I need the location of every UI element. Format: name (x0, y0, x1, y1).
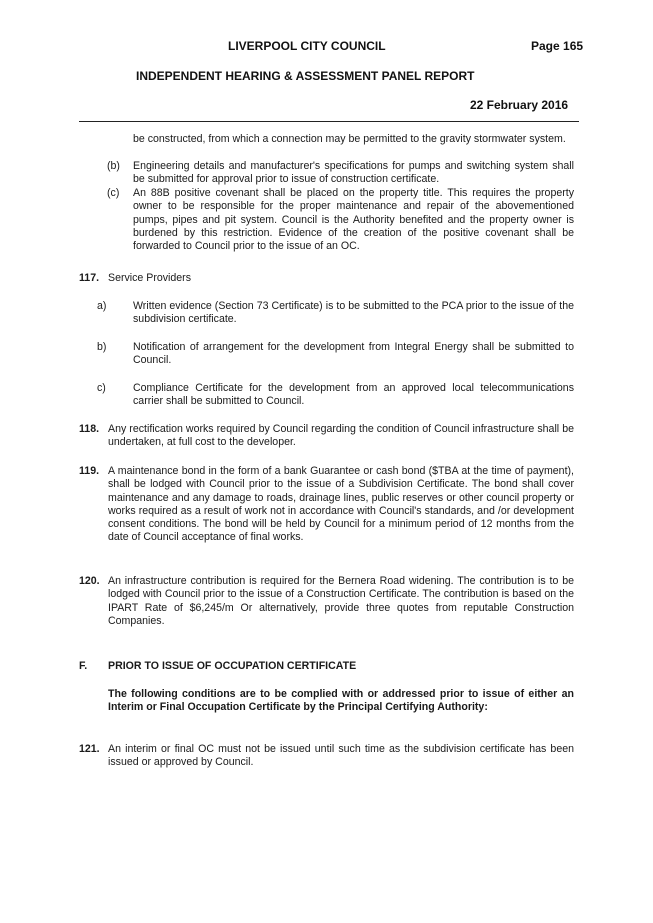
item-116-c-label: (c) (107, 187, 120, 199)
page-number: Page 165 (531, 39, 584, 53)
item-119-number: 119. (79, 465, 100, 477)
item-116-b-text: Engineering details and manufacturer's specifications for pumps and switching system shall be submitted for approval prior to issue of construction certificate. (133, 160, 574, 186)
item-117-b-label: b) (97, 341, 107, 353)
item-117-c-label: c) (97, 382, 106, 394)
section-f-title: PRIOR TO ISSUE OF OCCUPATION CERTIFICATE (108, 660, 357, 672)
item-116-b-label: (b) (107, 160, 120, 172)
report-date: 22 February 2016 (470, 98, 569, 112)
item-119-text: A maintenance bond in the form of a bank Guarantee or cash bond ($TBA at the time of payment), shall be lodged with Council prior to the issue of a Subdivision Certificate. The bond shall cover maintenance and any damage to roads, drainage lines, public reserves or other council property or works required as a result of work not in accordance with Council's standards, and /or development consent conditions. The bond will be held by Council for a minimum period of 12 months from the date of Council acceptance of final works. (108, 465, 574, 544)
item-117-b-text: Notification of arrangement for the development from Integral Energy shall be submitted to Council. (133, 341, 574, 367)
item-118-number: 118. (79, 423, 100, 435)
item-120-text: An infrastructure contribution is required for the Bernera Road widening. The contribution is to be lodged with Council prior to the issue of a Construction Certificate. The contribution is based on the IPART Rate of $6,245/m Or alternatively, provide three quotes from reputable Construction Companies. (108, 575, 574, 627)
item-117-number: 117. (79, 272, 100, 284)
item-121-text: An interim or final OC must not be issued until such time as the subdivision certificate has been issued or approved by Council. (108, 743, 574, 769)
header-divider (79, 121, 579, 122)
council-name: LIVERPOOL CITY COUNCIL (228, 39, 386, 53)
item-116-c-text: An 88B positive covenant shall be placed on the property title. This requires the property owner to be responsible for the proper maintenance and repair of the abovementioned pumps, pipes and pit system. Council is the Authority benefited and the property owner is burdened by this restriction. Evidence of the creation of the positive covenant shall be forwarded to Council prior to the issue of an OC. (133, 187, 574, 253)
item-117-a-label: a) (97, 300, 107, 312)
section-f-letter: F. (79, 660, 88, 672)
item-120-number: 120. (79, 575, 100, 587)
item-118-text: Any rectification works required by Council regarding the condition of Council infrastructure shall be undertaken, at full cost to the developer. (108, 423, 574, 449)
item-121-number: 121. (79, 743, 100, 755)
item-116-continuation: be constructed, from which a connection may be permitted to the gravity stormwater system. (133, 133, 566, 145)
report-title: INDEPENDENT HEARING & ASSESSMENT PANEL REPORT (136, 69, 475, 83)
item-117-a-text: Written evidence (Section 73 Certificate) is to be submitted to the PCA prior to the issue of the subdivision certificate. (133, 300, 574, 326)
item-117-title: Service Providers (108, 272, 192, 284)
section-f-intro: The following conditions are to be complied with or addressed prior to issue of either an Interim or Final Occupation Certificate by the Principal Certifying Authority: (108, 688, 574, 714)
item-117-c-text: Compliance Certificate for the development from an approved local telecommunications carrier shall be submitted to Council. (133, 382, 574, 408)
